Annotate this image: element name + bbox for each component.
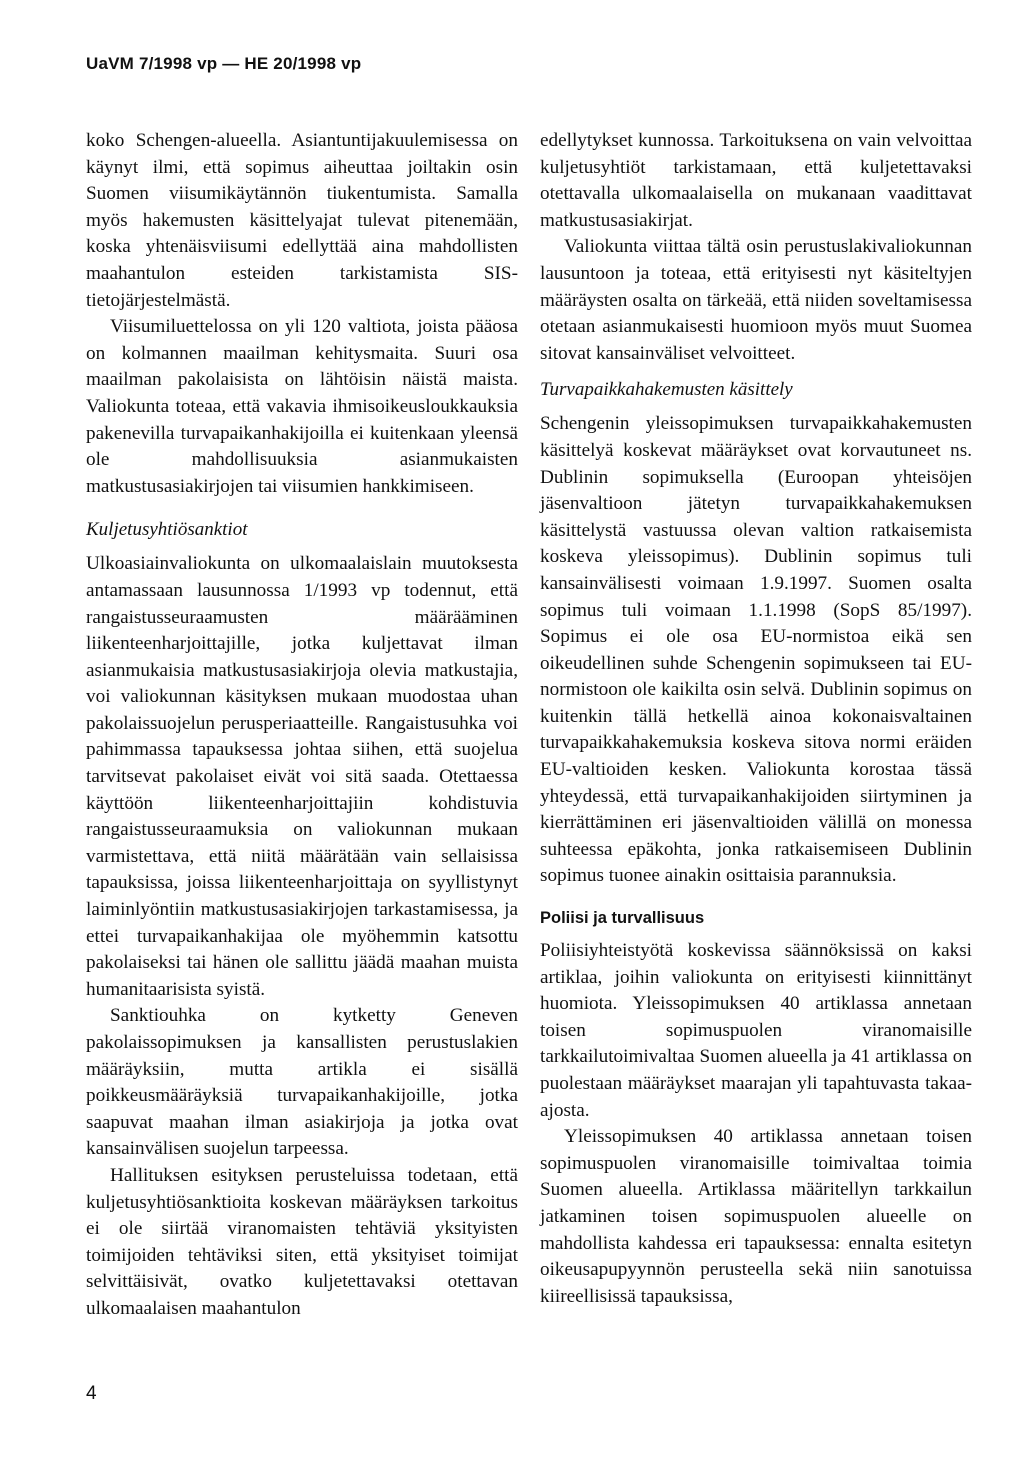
running-header: UaVM 7/1998 vp — HE 20/1998 vp [86, 54, 362, 73]
paragraph: Valiokunta viittaa tältä osin perustuslakivaliokunnan lausuntoon ja toteaa, että erityisesti nyt käsiteltyjen määräysten osalta on tärkeää, että niiden soveltamisessa otetaan asianmukaisesti huomioon myös muut Suomea sitovat kansainväliset velvoitteet. [540, 236, 972, 364]
paragraph: Yleissopimuksen 40 artiklassa annetaan toisen sopimuspuolen viranomaisille toimivaltaa toimia Suomen alueella. Artiklassa määritellyn tarkkailun jatkaminen toisen sopimuspuolen alueelle on mahdollista kahdessa eri tapauksessa: ennalta esitetyn oikeusapupyynnön perusteella sekä niin sanotuissa kiireellisissä tapauksissa, [540, 1126, 972, 1307]
section-heading-turvapaikkahakemusten-kasittely: Turvapaikkahakemusten käsittely [540, 379, 793, 401]
paragraph: Poliisiyhteistyötä koskevissa säännöksissä on kaksi artiklaa, joihin valiokunta on erityisesti kiinnittänyt huomiota. Yleissopimuksen 40 artiklassa annetaan toisen sopimuspuolen viranomaisille tarkkailutoimivaltaa Suomen alueella ja 41 artiklassa on puolestaan määräykset maarajan yli tapahtuvasta takaa-ajosta. [540, 940, 972, 1121]
paragraph: Viisumiluettelossa on yli 120 valtiota, joista pääosa on kolmannen maailman kehitysmaita. Suuri osa maailman pakolaisista on lähtöisin näistä maista. Valiokunta toteaa, että vakavia ihmisoikeusloukkauksia pakenevilla turvapaikanhakijoilla ei kuitenkaan yleensä ole mahdollisuuksia asianmukaisten matkustusasiakirjojen tai viisumien hankkimiseen. [86, 316, 518, 497]
paragraph: Ulkoasiainvaliokunta on ulkomaalaislain muutoksesta antamassaan lausunnossa 1/1993 vp todennut, että rangaistusseuraamusten määrääminen liikenteenharjoittajille, jotka kuljettavat ilman asianmukaisia matkustusasiakirjoja olevia matkustajia, voi valiokunnan käsityksen mukaan muodostaa uhan pakolaissuojelun perusperiaatteille. Rangaistusuhka voi pahimmassa tapauksessa johtaa siihen, että suojelua tarvitsevat pakolaiset eivät voi sitä saada. Otettaessa käyttöön liikenteenharjoittajiin kohdistuvia rangaistusseuraamuksia on valiokunnan mukaan varmistettava, että niitä määrätään vain sellaisissa tapauksissa, joissa liikenteenharjoittaja on syyllistynyt laiminlyöntiin matkustusasiakirjojen tarkastamisessa, ja ettei turvapaikanhakijaa ole myöhemmin katsottu pakolaiseksi tai hänen ole sallittu jäädä maahan muista humanitaarisista syistä. [86, 553, 518, 1000]
paragraph: koko Schengen-alueella. Asiantuntijakuulemisessa on käynyt ilmi, että sopimus aiheuttaa joiltakin osin Suomen viisumikäytännön tiukentumista. Samalla myös hakemusten käsittelyajat tulevat pitenemään, koska yhtenäisviisumi edellyttää aina mahdollisten maahantulon esteiden tarkistamista SIS-tietojärjestelmästä. [86, 130, 518, 311]
paragraph: Schengenin yleissopimuksen turvapaikkahakemusten käsittelyä koskevat määräykset ovat korvautuneet ns. Dublinin sopimuksella (Euroopan yhteisöjen jäsenvaltioon jätetyn turvapaikkahakemuksen käsittelystä vastuussa olevan valtion ratkaisemista koskeva yleissopimus). Dublinin sopimus tuli kansainvälisesti voimaan 1.9.1997. Suomen osalta sopimus tuli voimaan 1.1.1998 (SopS 85/1997). Sopimus ei ole osa EU-normistoa eikä sen oikeudellinen suhde Schengenin sopimukseen tai EU-normistoon ole kaikilta osin selvä. Dublinin sopimus on kuitenkin tällä hetkellä ainoa kokonaisvaltainen turvapaikkahakemuksia koskeva sitova normi eräiden EU-valtioiden kesken. Valiokunta korostaa tässä yhteydessä, että turvapaikanhakijoiden siirtyminen ja kierrättäminen eri jäsenvaltioiden välillä on monessa suhteessa epäkohta, jonka ratkaisemiseen Dublinin sopimus tuonee ainakin osittaisia parannuksia. [540, 413, 972, 887]
paragraph: Sanktiouhka on kytketty Geneven pakolaissopimuksen ja kansallisten perustuslakien määräyksiin, mutta artikla ei sisällä poikkeusmääräyksiä turvapaikanhakijoille, jotka saapuvat maahan ilman asiakirjoja ja jotka ovat kansainvälisen suojelun tarpeessa. [86, 1005, 518, 1160]
section-heading-poliisi-ja-turvallisuus: Poliisi ja turvallisuus [540, 909, 705, 928]
right-column [540, 128, 972, 1310]
paragraph: edellytykset kunnossa. Tarkoituksena on vain velvoittaa kuljetusyhtiöt tarkistamaan, että kuljetettavaksi otettavalla ulkomaalaisella on mukanaan vaadittavat matkustusasiakirjat. [540, 130, 972, 231]
left-column [86, 128, 518, 1323]
page-number: 4 [86, 1383, 97, 1404]
paragraph: Hallituksen esityksen perusteluissa todetaan, että kuljetusyhtiösanktioita koskevan määräyksen tarkoitus ei ole siirtää viranomaisten tehtäviä yksityisten toimijoiden tehtäviksi siten, että yksityiset toimijat selvittäisivät, ovatko kuljetettavaksi otettavan ulkomaalaisen maahantulon [86, 1164, 518, 1319]
section-heading-kuljetusyhtiosanktiot: Kuljetusyhtiösanktiot [86, 519, 248, 541]
